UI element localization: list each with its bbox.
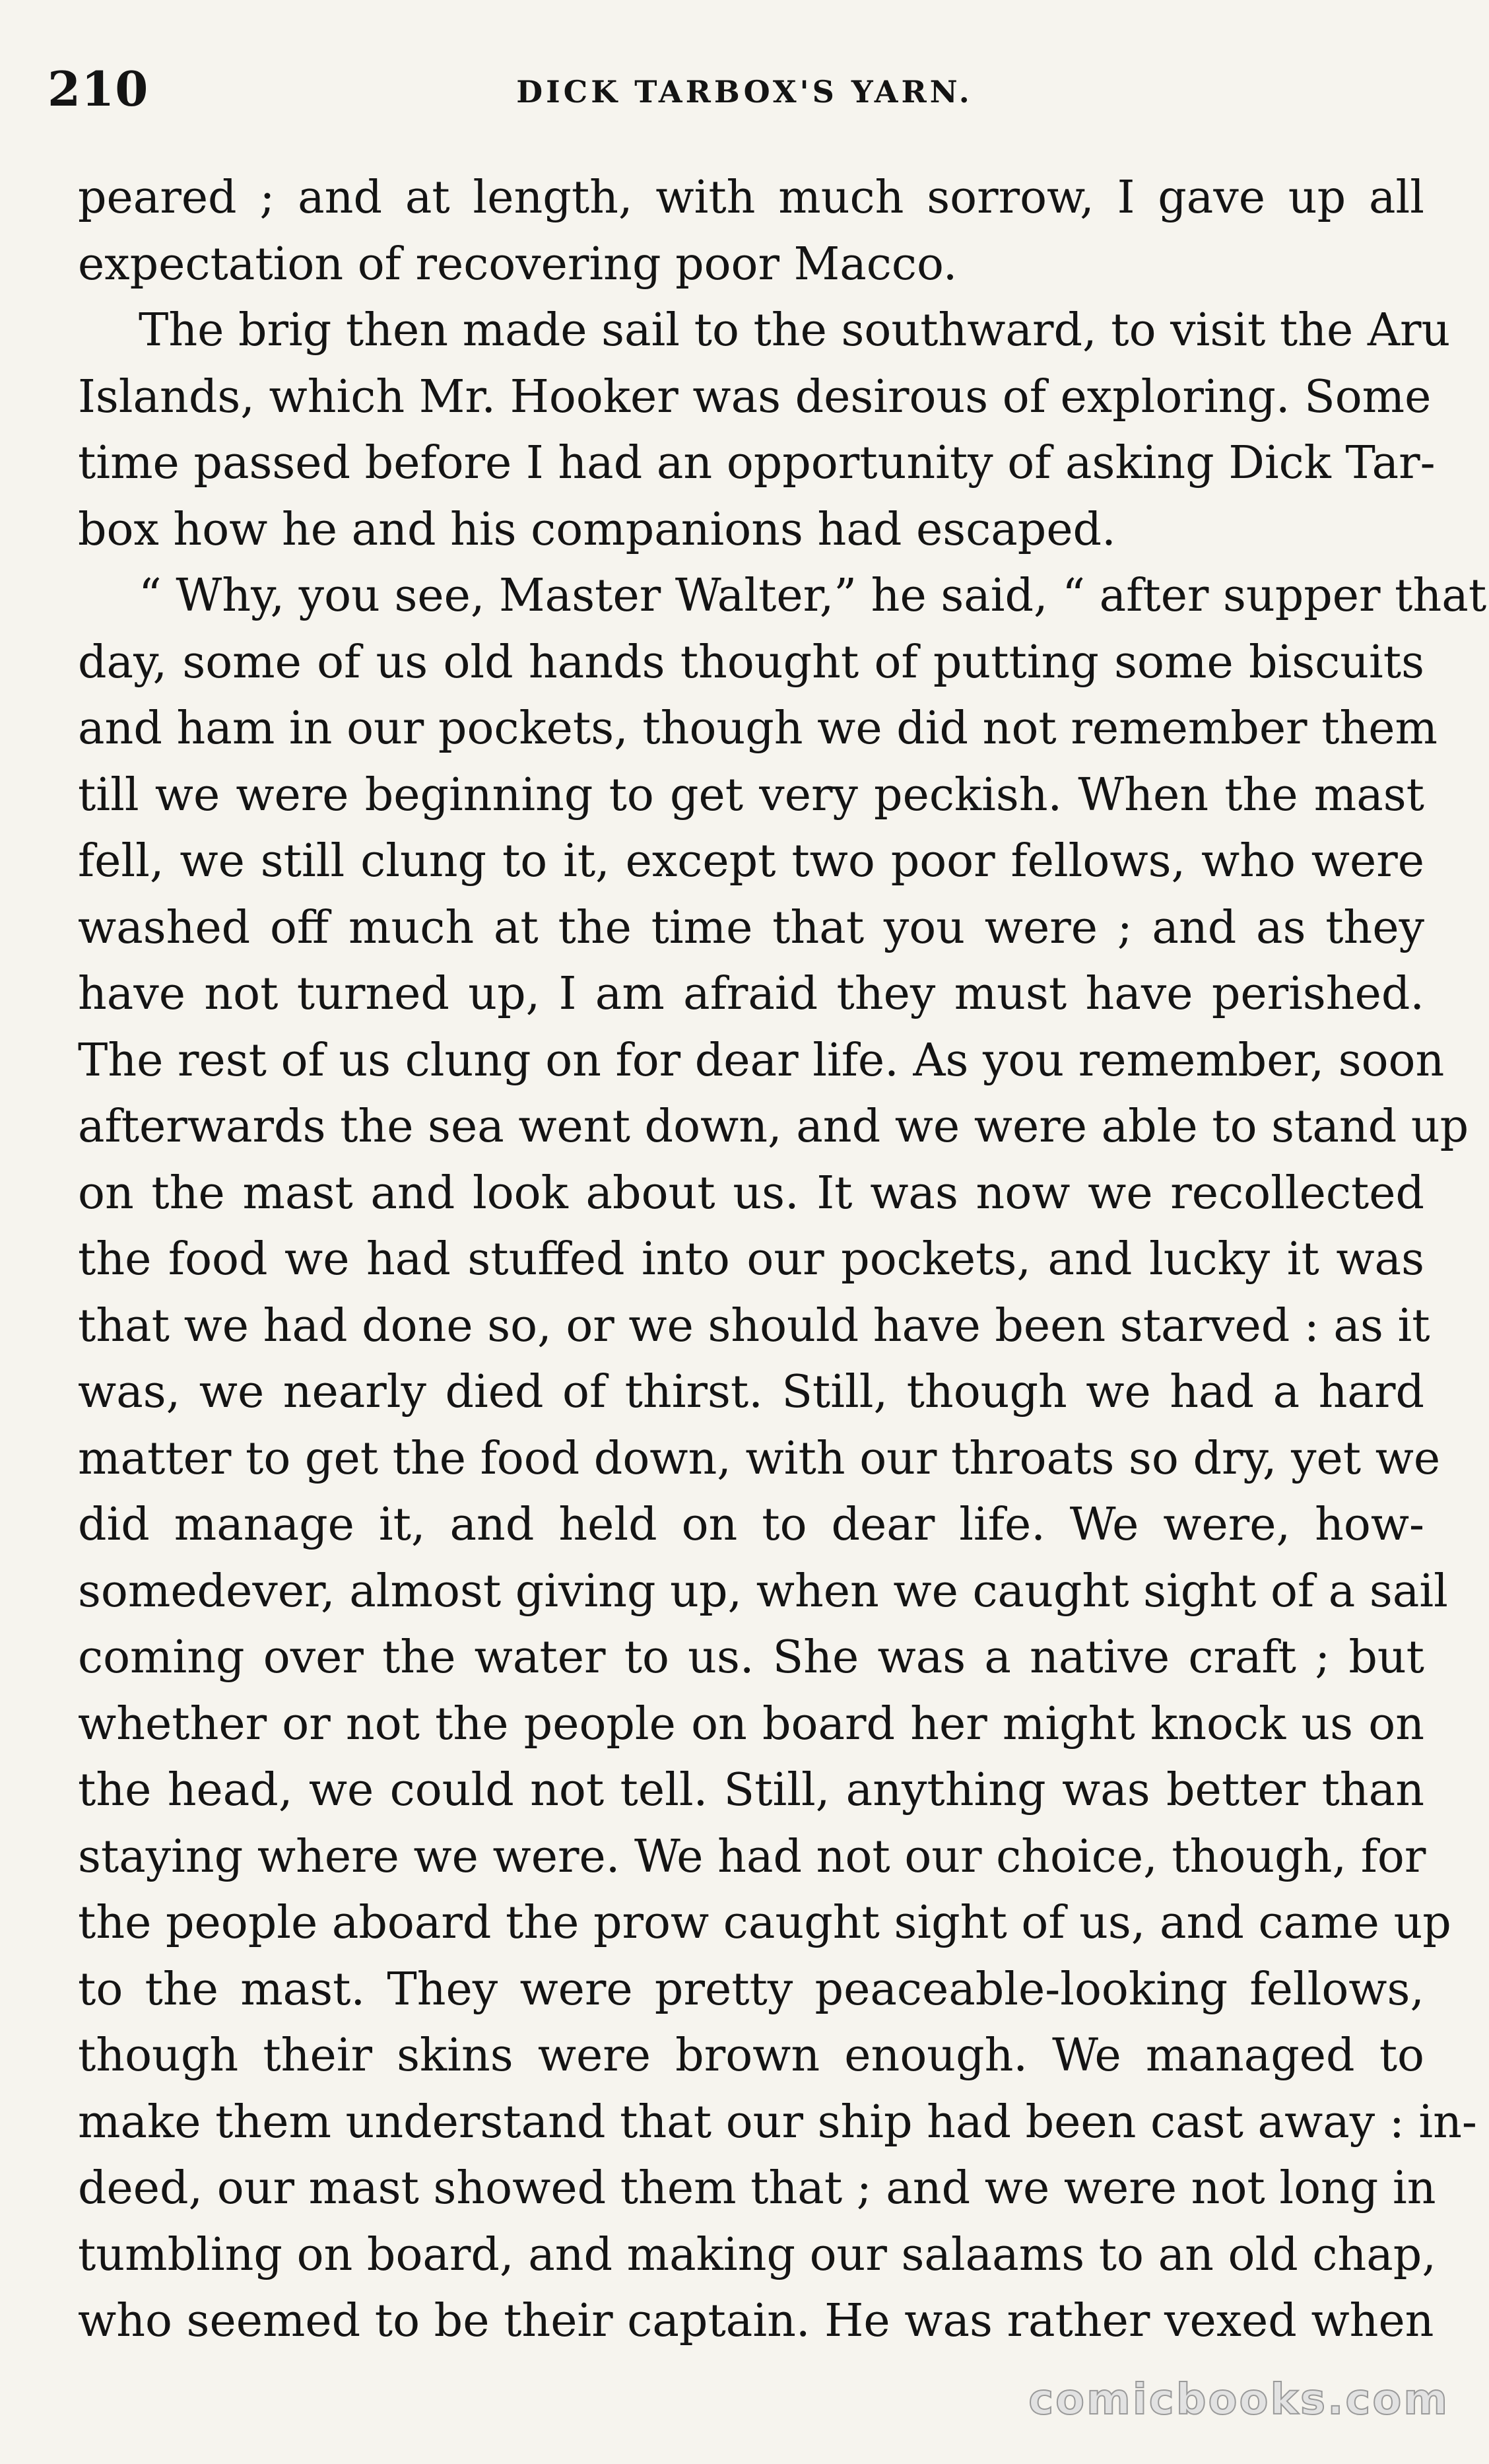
text-line: deed, our mast showed them that ; and we were not long in (78, 2162, 1436, 2214)
text-line: “ Why, you see, Master Walter,” he said, “ after supper that (139, 570, 1487, 622)
text-line: matter to get the food down, with our throats so dry, yet we (78, 1432, 1441, 1485)
text-line: make them understand that our ship had been cast away : in- (78, 2096, 1477, 2148)
watermark: comicbooks.com (1028, 2376, 1449, 2424)
page-number: 210 (48, 61, 149, 117)
text-line: whether or not the people on board her might knock us on (78, 1697, 1424, 1750)
text-line: tumbling on board, and making our salaams to an old chap, (78, 2228, 1436, 2281)
text-line: did manage it, and held on to dear life. We were, how- (78, 1499, 1424, 1551)
text-line: to the mast. They were pretty peaceable-looking fellows, (78, 1963, 1424, 2016)
text-line: Islands, which Mr. Hooker was desirous of exploring. Some (78, 370, 1432, 423)
body-text (78, 165, 1487, 2355)
text-line: the head, we could not tell. Still, anything was better than (78, 1764, 1424, 1816)
text-line: washed off much at the time that you were ; and as they (78, 901, 1424, 954)
text-line: box how he and his companions had escaped. (78, 503, 1116, 556)
text-line: peared ; and at length, with much sorrow, I gave up all (78, 172, 1424, 224)
text-line: The rest of us clung on for dear life. As you remember, soon (78, 1034, 1445, 1087)
text-line: was, we nearly died of thirst. Still, though we had a hard (78, 1366, 1424, 1418)
text-line: on the mast and look about us. It was now we recollected (78, 1167, 1424, 1219)
text-line: the people aboard the prow caught sight of us, and came up (78, 1897, 1451, 1949)
text-line: The brig then made sail to the southward, to visit the Aru (139, 304, 1451, 357)
text-line: time passed before I had an opportunity of asking Dick Tar- (78, 437, 1436, 489)
text-line: that we had done so, or we should have been starved : as it (78, 1299, 1430, 1352)
text-line: day, some of us old hands thought of putting some biscuits (78, 636, 1424, 689)
text-line: somedever, almost giving up, when we caught sight of a sail (78, 1565, 1448, 1618)
text-line: and ham in our pockets, though we did not remember them (78, 702, 1438, 755)
text-line: fell, we still clung to it, except two poor fellows, who were (78, 835, 1424, 887)
text-line: coming over the water to us. She was a native craft ; but (78, 1631, 1424, 1684)
running-head: DICK TARBOX'S YARN. (516, 74, 973, 110)
text-line: afterwards the sea went down, and we were able to stand up (78, 1101, 1469, 1153)
text-line: the food we had stuffed into our pockets, and lucky it was (78, 1233, 1424, 1285)
text-line: till we were beginning to get very peckish. When the mast (78, 769, 1424, 821)
text-line: staying where we were. We had not our choice, though, for (78, 1830, 1426, 1883)
text-line: have not turned up, I am afraid they must have perished. (78, 968, 1424, 1020)
text-line: expectation of recovering poor Macco. (78, 238, 958, 291)
text-line: though their skins were brown enough. We managed to (78, 2030, 1424, 2082)
text-line: who seemed to be their captain. He was rather vexed when (78, 2295, 1434, 2347)
